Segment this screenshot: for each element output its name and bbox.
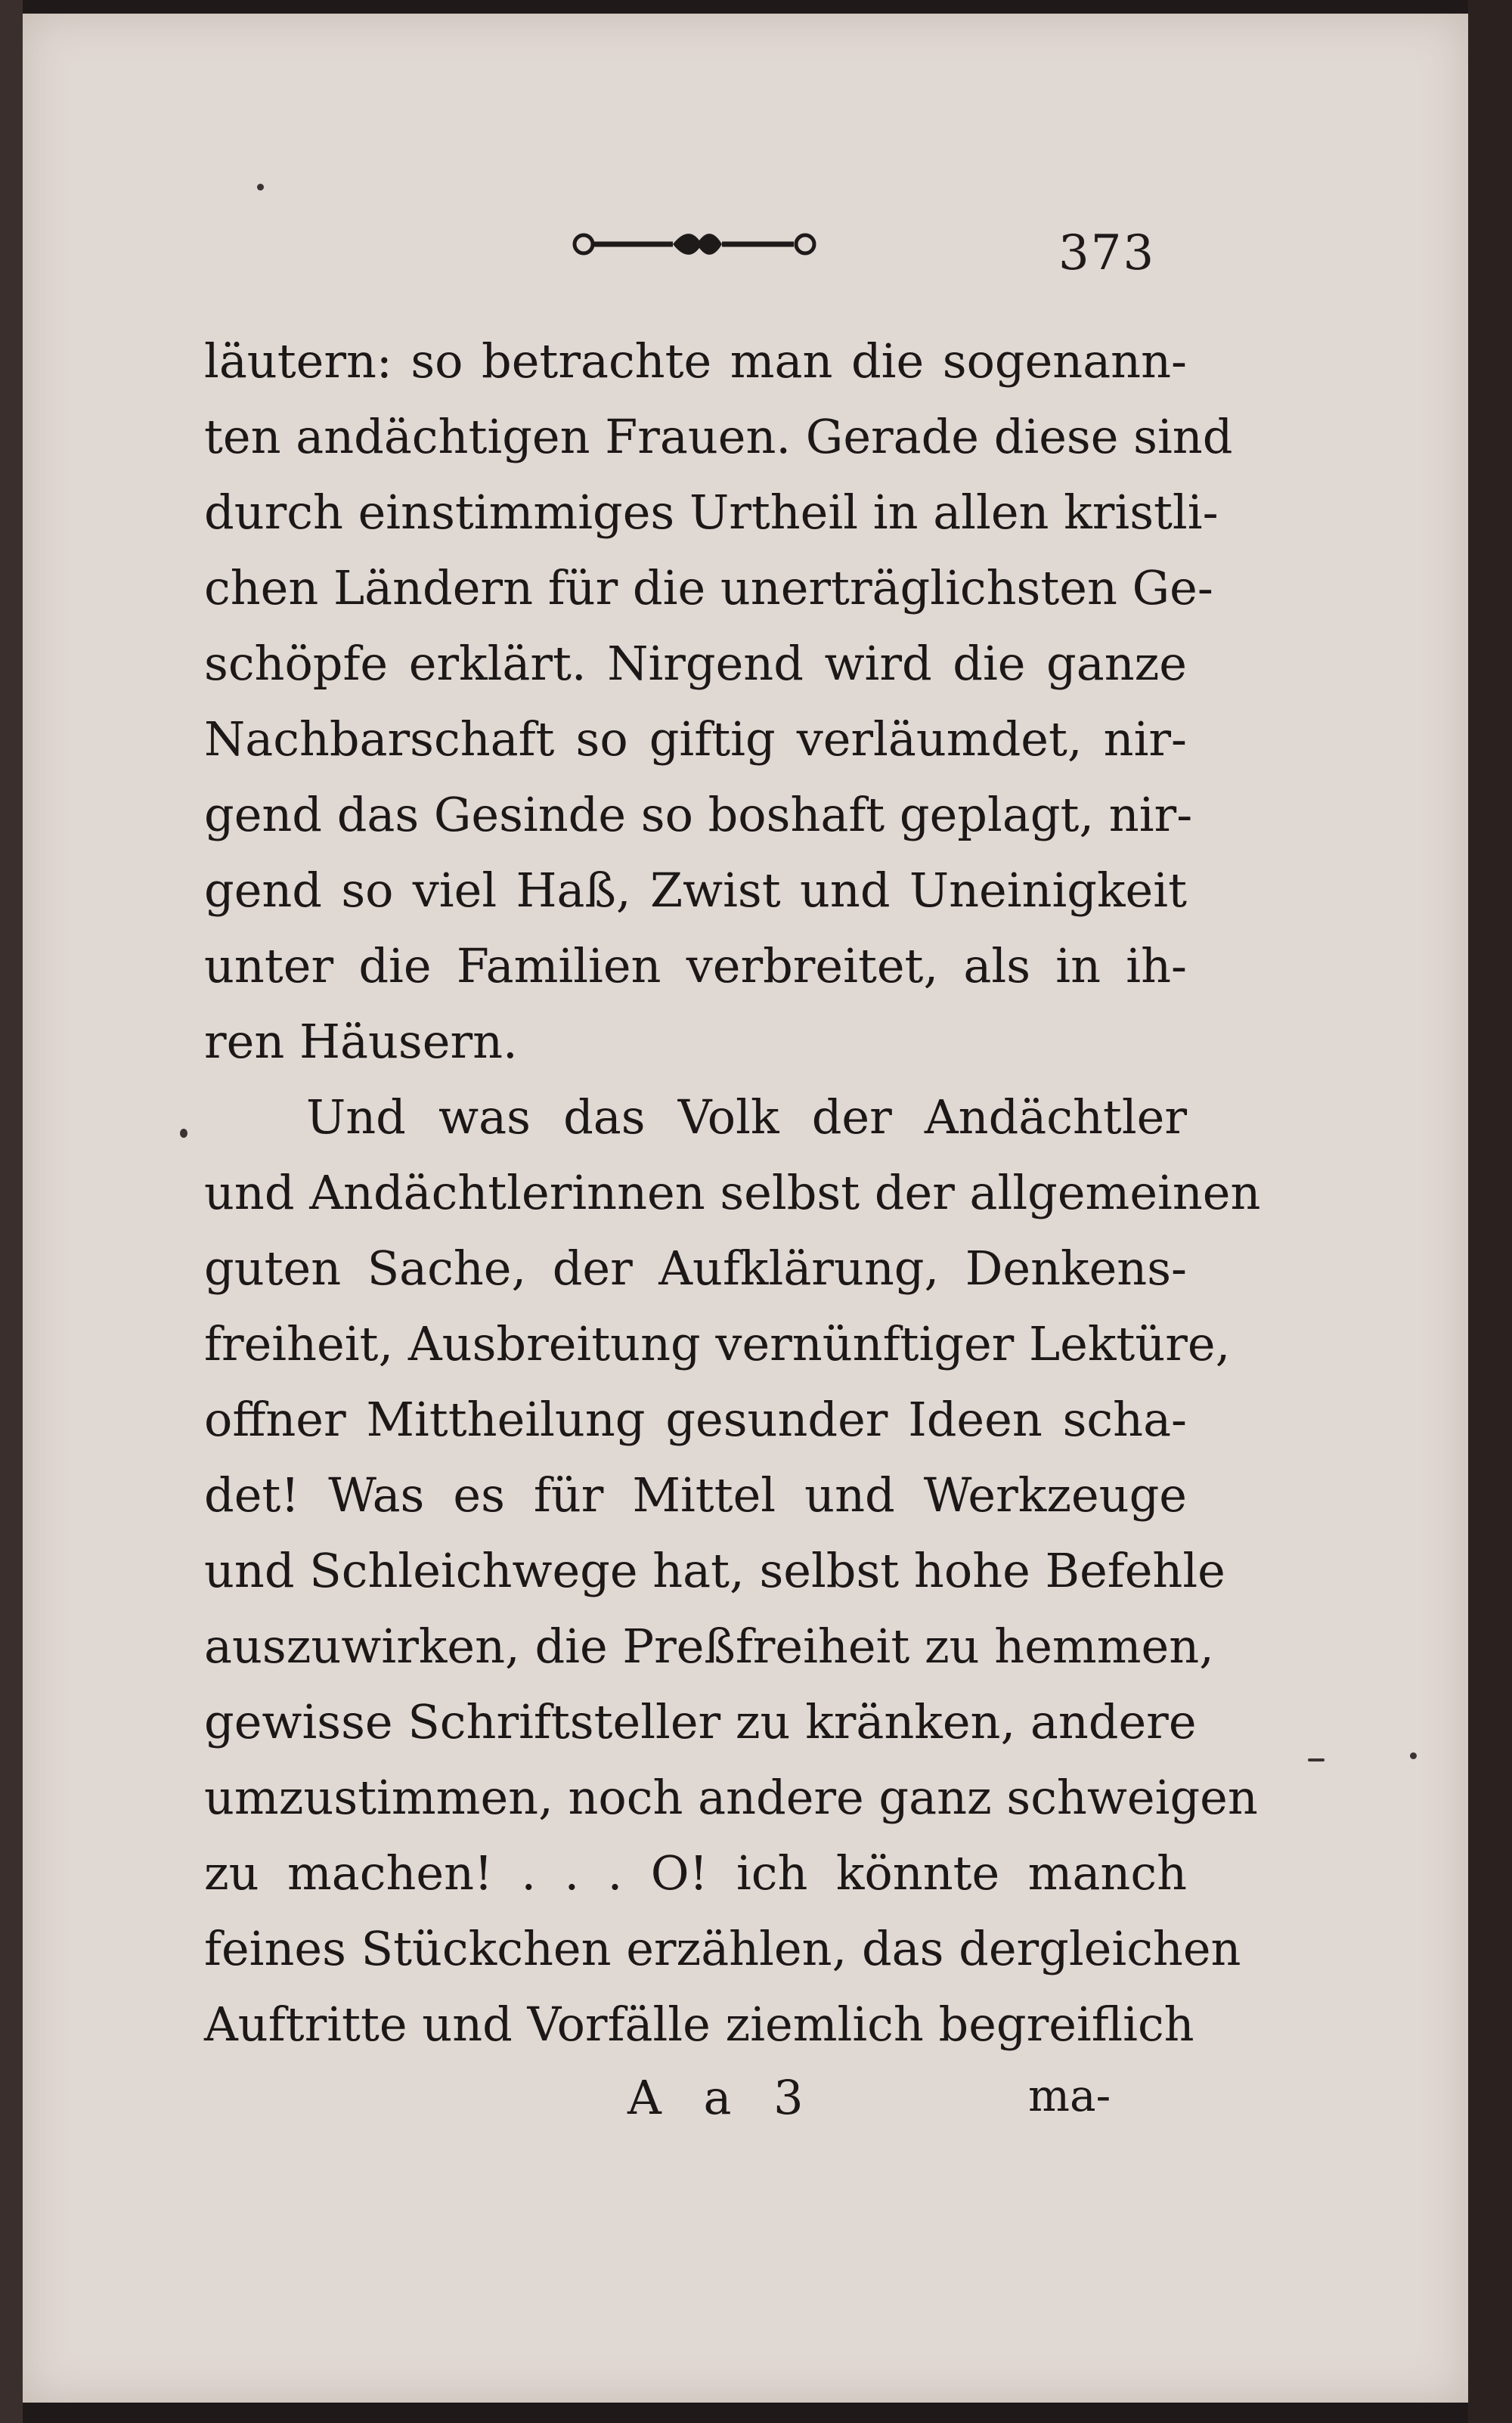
paper-speck [1410, 1752, 1417, 1759]
text-line: ten andächtigen Frauen. Gerade diese sind [204, 409, 1233, 464]
text-line: gend so viel Haß, Zwist und Uneinigkeit [204, 863, 1187, 918]
text-line: ren Häusern. [204, 1014, 518, 1069]
paper-speck [1308, 1758, 1325, 1761]
text-line: unter die Familien verbreitet, als in ih- [204, 938, 1187, 993]
text-line: schöpfe erklärt. Nirgend wird die ganze [204, 636, 1187, 691]
page-number: 373 [1058, 225, 1156, 281]
text-line: guten Sache, der Aufklärung, Denkens- [204, 1241, 1187, 1296]
text-line: freiheit, Ausbreitung vernünftiger Lektüre, [204, 1316, 1231, 1371]
text-line: feines Stückchen erzählen, das dergleichen [204, 1921, 1241, 1976]
text-line: chen Ländern für die unerträglichsten Ge- [204, 560, 1213, 615]
text-line: und Andächtlerinnen selbst der allgemeinen [204, 1165, 1261, 1220]
text-line: Nachbarschaft so giftig verläumdet, nir- [204, 711, 1187, 767]
paper-speck [257, 184, 264, 191]
book-cover-edge [1468, 0, 1512, 2423]
text-line: offner Mittheilung gesunder Ideen scha- [204, 1392, 1187, 1447]
ornament-rule-icon [567, 218, 824, 271]
text-line: durch einstimmiges Urtheil in allen kristli- [204, 485, 1219, 540]
text-line: und Schleichwege hat, selbst hohe Befehle [204, 1543, 1225, 1598]
text-line: auszuwirken, die Preßfreiheit zu hemmen, [204, 1619, 1214, 1674]
text-line: gend das Gesinde so boshaft geplagt, nir- [204, 787, 1193, 842]
catchword: ma- [1028, 2070, 1111, 2121]
page-header [23, 203, 1468, 293]
paper-speck [180, 1129, 187, 1138]
text-line: det! Was es für Mittel und Werkzeuge [204, 1467, 1187, 1523]
book-binding-edge [0, 0, 23, 2423]
body-text [204, 324, 1261, 2062]
paragraph-start-line: Und was das Volk der Andächtler [306, 1089, 1187, 1145]
text-line: umzustimmen, noch andere ganz schweigen [204, 1770, 1258, 1825]
signature-mark: A a 3 [627, 2070, 817, 2125]
book-page [23, 14, 1468, 2403]
text-line: zu machen! . . . O! ich könnte manch [204, 1845, 1187, 1901]
page-footer [23, 2070, 1468, 2146]
text-line: läutern: so betrachte man die sogenann- [204, 333, 1187, 389]
text-line: Auftritte und Vorfälle ziemlich begreiflich [204, 1997, 1194, 2052]
text-line: gewisse Schriftsteller zu kränken, andere [204, 1694, 1197, 1749]
